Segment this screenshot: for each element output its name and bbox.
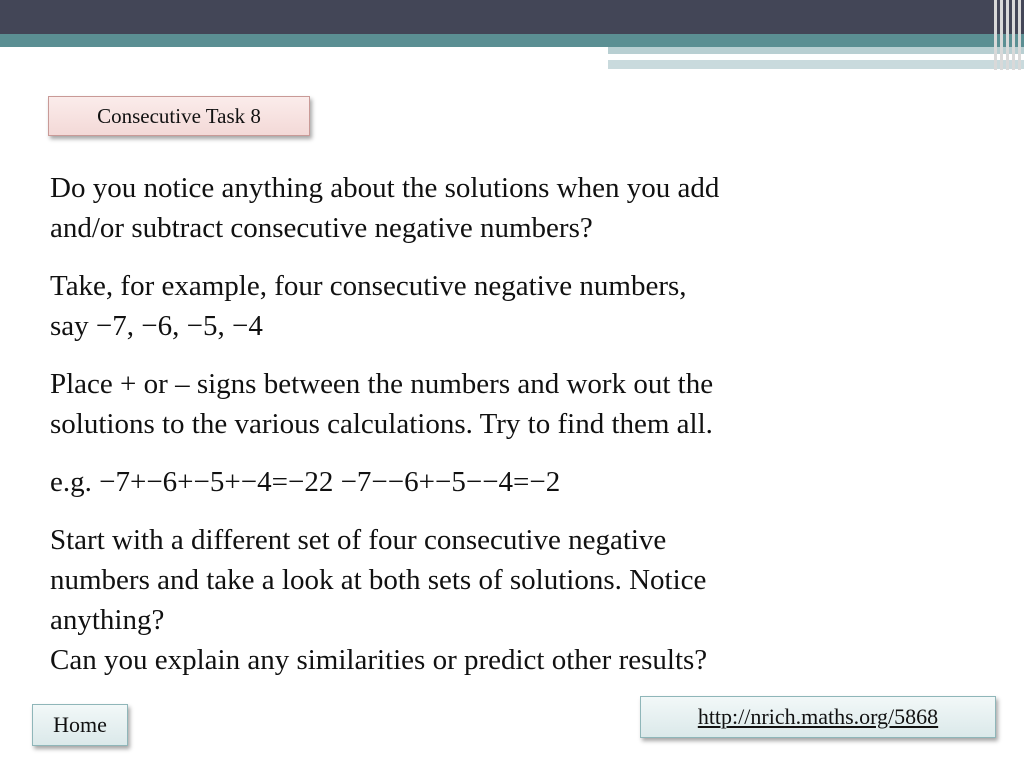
header-vertical-line	[1012, 0, 1015, 70]
nrich-link-button[interactable]: http://nrich.maths.org/5868	[640, 696, 996, 738]
paragraph-question: Do you notice anything about the solutions when you add and/or subtract consecutive negative numbers?	[50, 172, 720, 244]
header-accent-bar	[608, 47, 1024, 54]
header-dark-bar	[0, 0, 1024, 34]
header-vertical-line	[1006, 0, 1009, 70]
header-vertical-line	[994, 0, 997, 70]
header-accent-line	[608, 55, 948, 58]
header-vertical-line	[1018, 0, 1021, 70]
paragraph-extension: Start with a different set of four consecutive negative numbers and take a look at both sets of solutions. Notice anything? Can you explain any similarities or predict other results?	[50, 524, 708, 676]
header-vertical-lines	[994, 0, 1024, 70]
paragraph-example-numbers: Take, for example, four consecutive negative numbers, say −7, −6, −5, −4	[50, 270, 687, 342]
paragraph-worked-example: e.g. −7+−6+−5+−4=−22 −7−−6+−5−−4=−2	[50, 466, 561, 498]
header-accent-bar-lower	[608, 60, 1024, 69]
header-teal-bar	[0, 34, 1024, 47]
header-vertical-line	[1000, 0, 1003, 70]
home-button[interactable]: Home	[32, 704, 128, 746]
slide-title: Consecutive Task 8	[48, 96, 310, 136]
paragraph-instructions: Place + or – signs between the numbers and work out the solutions to the various calculations. Try to find them all.	[50, 368, 714, 440]
slide-body	[50, 168, 950, 680]
